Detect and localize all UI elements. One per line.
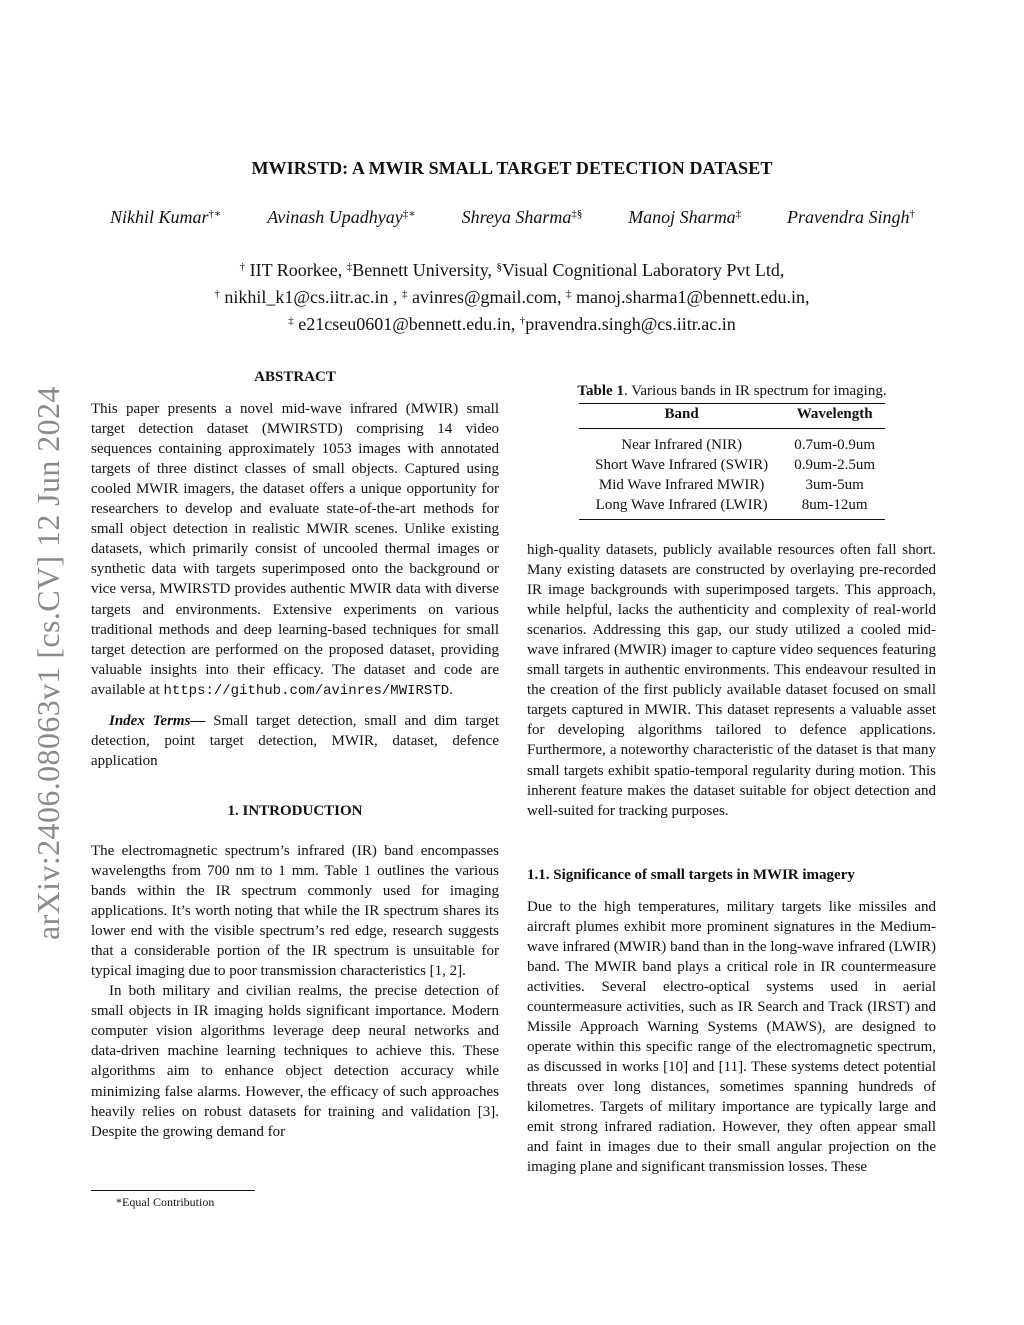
footnote: *Equal Contribution [116, 1195, 215, 1209]
subsection-paragraph: Due to the high temperatures, military targets like missiles and aircraft plumes exhibit more prominent signatures in the Medium-wave infrared (MWIR) band than in the long-wave infrared (LWIR) band. The MWIR band plays a critical role in IR countermeasure activities. Several electro-optical systems used in aerial countermeasure activities, such as IR Search and Track (IRST) and Missile Approach Warning Systems (MAWS), are designed to operate within this specific range of the electromagnetic spectrum, as discussed in works [10] and [11]. These systems detect potential threats over long distances, sometimes spanning hundreds of kilometres. Targets of military importance are typically large and emit strong infrared radiation. However, they often appear small and faint in images due to their small angular projection on the imaging plane and significant transmission losses. These [527, 898, 936, 1176]
table-row: Long Wave Infrared (LWIR) 8um-12um [595, 497, 868, 513]
band-table-block [560, 383, 904, 520]
band-table [579, 403, 885, 520]
abstract-heading: ABSTRACT [254, 369, 336, 385]
author: Avinash Upadhyay‡∗ [267, 207, 416, 227]
abstract-body: This paper presents a novel mid-wave infrared (MWIR) small target detection dataset (MWIRSTD) comprising 14 video sequences containing approximately 1053 images with annotated targets of three distinct classes of small objects. Captured using cooled MWIR imagers, the dataset offers a unique opportunity for researchers to develop and evaluate state-of-the-art methods for small object detection in realistic MWIR scenes. Unlike existing datasets, which primarily consist of uncooled thermal images or synthetic data with targets superimposed onto the background or vice versa, MWIRSTD provides authentic MWIR data with diverse targets and environments. Extensive experiments on various traditional methods and deep learning-based techniques for small target detection are performed on the proposed dataset, providing valuable insights into their efficacy. The dataset and code are available at https://github.com/avinres/MWIRSTD. [91, 401, 499, 699]
email-line: ‡ e21cseu0601@bennett.edu.in, †pravendra.singh@cs.iitr.ac.in [288, 314, 736, 334]
table-caption: Table 1. Various bands in IR spectrum for imaging. [577, 383, 887, 399]
table-row: Mid Wave Infrared MWIR) 3um-5um [598, 477, 864, 493]
affiliation-line: † IIT Roorkee, ‡Bennett University, §Visual Cognitional Laboratory Pvt Ltd, [239, 260, 785, 280]
affiliations [0, 255, 1024, 336]
author: Shreya Sharma‡§ [461, 207, 583, 227]
left-column [91, 367, 499, 1142]
intro-heading: 1. INTRODUCTION [227, 802, 363, 819]
author: Pravendra Singh† [786, 207, 915, 227]
right-column [527, 540, 936, 1177]
author: Manoj Sharma‡ [628, 207, 742, 227]
table-row: Short Wave Infrared (SWIR) 0.9um-2.5um [595, 457, 876, 473]
arxiv-stamp: arXiv:2406.08063v1 [cs.CV] 12 Jun 2024 [30, 386, 66, 940]
intro-paragraph: high-quality datasets, publicly available resources often fall short. Many existing datasets are constructed by overlaying pre-recorded IR image backgrounds with superimposed targets. This approach, while helpful, lacks the authenticity and complexity of real-world scenarios. Addressing this gap, our study utilized a cooled mid-wave infrared (MWIR) imager to capture video sequences featuring small targets in authentic environments. This endeavour resulted in the creation of the first publicly available dataset focused on small targets captured in MWIR. This dataset represents a valuable asset for developing algorithms tailored to defence applications. Furthermore, a noteworthy characteristic of the dataset is that many small targets exhibit spatio-temporal regularity during motion. This inherent feature makes the dataset suitable for object detection and well-suited for tracking purposes. [527, 542, 936, 819]
author: Nikhil Kumar†∗ [110, 207, 222, 227]
author-list [110, 207, 915, 228]
intro-paragraph: The electromagnetic spectrum’s infrared (IR) band encompasses wavelengths from 700 nm to 1 mm. Table 1 outlines the various bands within the IR spectrum commonly used for imaging applications. It’s worth noting that while the IR spectrum shares its lower end with the visible spectrum’s red edge, research suggests that a considerable portion of the IR spectrum is unsuitable for typical imaging due to poor transmission characteristics [1, 2]. [91, 842, 499, 980]
table-header: Wavelength [784, 404, 885, 429]
subsection-heading: 1.1. Significance of small targets in MWIR imagery [527, 866, 855, 883]
intro-paragraph: In both military and civilian realms, the precise detection of small objects in IR imaging holds significant importance. Modern computer vision algorithms leverage deep neural networks and data-driven machine learning techniques to achieve this. These algorithms aim to enhance object detection accuracy while minimizing false alarms. However, the efficacy of such approaches heavily relies on robust datasets for training and validation [3]. Despite the growing demand for [91, 983, 499, 1140]
paper-title: MWIRSTD: A MWIR SMALL TARGET DETECTION DATASET [251, 158, 773, 178]
index-terms: Index Terms— Small target detection, small and dim target detection, point target detection, MWIR, dataset, defence application [91, 712, 500, 769]
table-header: Band [579, 404, 784, 429]
email-line: † nikhil_k1@cs.iitr.ac.in , ‡ avinres@gmail.com, ‡ manoj.sharma1@bennett.edu.in, [214, 287, 810, 307]
table-row: Near Infrared (NIR) 0.7um-0.9um [621, 437, 876, 453]
footnote-rule [91, 1190, 255, 1191]
github-link[interactable]: https://github.com/avinres/MWIRSTD [163, 682, 450, 699]
